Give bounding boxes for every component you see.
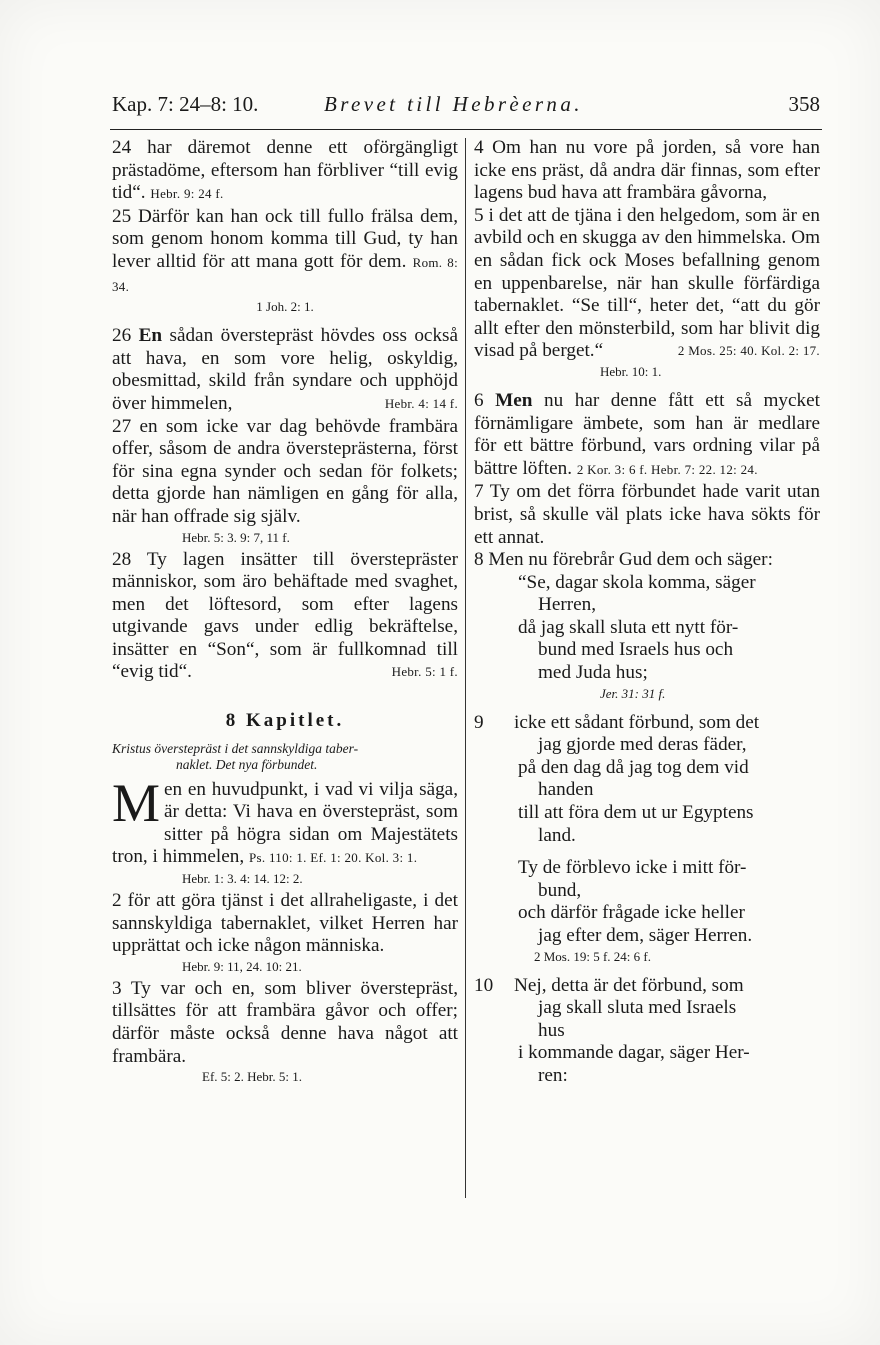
quote-line: då jag skall sluta ett nytt för- bbox=[518, 616, 739, 638]
cross-reference: Hebr. 5: 3. 9: 7, 11 f. bbox=[182, 529, 290, 545]
drop-cap: M bbox=[112, 772, 161, 833]
verse-8-8: 8 Men nu förebrår Gud dem och säger: bbox=[474, 549, 773, 571]
cross-reference: 2 Kor. 3: 6 f. Hebr. 7: 22. 12: 24. bbox=[576, 461, 758, 477]
cross-reference: Ef. 5: 2. Hebr. 5: 1. bbox=[202, 1069, 303, 1085]
cross-reference: 2 Mos. 19: 5 f. 24: 6 f. bbox=[534, 948, 651, 964]
left-column bbox=[112, 137, 458, 1088]
verse-8-6: 6 Men nu har denne fått ett så mycket förnämligare ämbete, som han är medlare för ett bättre förbund, vars ordning vilar på bättre löften. 2 Kor. 3: 6 f. Hebr. 7: 22. 12: 24. bbox=[474, 389, 820, 479]
verse-7-26: 26 En sådan överstepräst hövdes oss också att hava, en som vore helig, oskyldig, obesmittad, skild från syndare och upphöjd över himmelen, Hebr. 4: 14 f. bbox=[112, 325, 459, 414]
verse-7-28: 28 Ty lagen insätter till överstepräster människor, som äro behäftade med svaghet, men det löftesord, som efter lagens utgivande gavs under edlig bekräftelse, insätter en “Son“, som är fullkomnad till “evig tid“. Hebr. 5: 1 f. bbox=[112, 548, 458, 683]
cross-reference: Rom. 8: 34. bbox=[112, 254, 459, 294]
chapter-range: Kap. 7: 24–8: 10. bbox=[112, 92, 259, 116]
quote-line: “Se, dagar skola komma, säger bbox=[518, 571, 756, 593]
verse-7-24: 24 har däremot denne ett oförgängligt prästadöme, eftersom han förbliver “till evig tid“. Hebr. 9: 24 f. bbox=[112, 137, 458, 204]
verse-8-5: 5 i det att de tjäna i den helgedom, som är en avbild och en skugga av den himmelska. Om en sådan fick ock Moses befallning genom en uppenbarelse, när han skulle förfärdiga tabernaklet. “Se till“, heter det, “att du gör allt efter den mönsterbild, som har blivit dig visad på berget.“ 2 Mos. 25: 40. Kol. 2: 17. bbox=[474, 204, 820, 362]
quote-line: till att föra dem ut ur Egyptens bbox=[518, 802, 754, 824]
quote-line: hus bbox=[538, 1019, 565, 1041]
quote-line: och därför frågade icke heller bbox=[518, 902, 745, 924]
quote-line: bund med Israels hus och bbox=[538, 639, 734, 661]
verse-7-25: 25 Därför kan han ock till fullo frälsa dem, som genom honom komma till Gud, ty han lever alltid för att mana gott för dem. Rom. 8: 34. bbox=[112, 205, 459, 294]
cross-reference: Hebr. 10: 1. bbox=[600, 363, 662, 379]
cross-reference: Hebr. 5: 1 f. bbox=[391, 664, 458, 680]
quote-line: land. bbox=[538, 824, 576, 846]
quote-line: Herren, bbox=[538, 594, 597, 616]
running-header bbox=[112, 92, 820, 126]
verse-8-4: 4 Om han nu vore på jorden, så vore han icke ens präst, då andra där finnas, som efter lagens bud hava att frambära gåvorna, bbox=[474, 137, 820, 204]
chapter-heading: 8 Kapitlet. bbox=[225, 710, 345, 732]
quote-line: jag efter dem, säger Herren. bbox=[538, 925, 753, 946]
quote-line: ren: bbox=[538, 1064, 568, 1086]
verse-7-27: 27 en som icke var dag behövde frambära offer, såsom de andra översteprästerna, först för sina egna synder och sedan för folkets; detta gjorde han nämligen en gång för alla, när han offrade sig själv. bbox=[112, 415, 458, 527]
cross-reference: 1 Joh. 2: 1. bbox=[256, 299, 314, 315]
cross-reference: Ps. 110: 1. Ef. 1: 20. Kol. 3: 1. bbox=[248, 850, 418, 866]
verse-8-2: 2 för att göra tjänst i det allraheligaste, i det sannskyldiga tabernaklet, vilket Herren har upprättat och icke någon människa. bbox=[112, 890, 458, 957]
verse-8-1: Men en huvudpunkt, i vad vi vilja säga, är detta: Vi hava en överstepräst, som sitter på högra sidan om Majestätets tron, i himmelen, Ps. 110: 1. Ef. 1: 20. Kol. 3: 1. bbox=[112, 772, 458, 868]
column-divider bbox=[465, 138, 466, 1198]
verse-8-3: 3 Ty var och en, som bliver överstepräst, tillsättes för att frambära gåvor och offer; därför måste också denne hava något att frambära. bbox=[112, 977, 458, 1067]
cross-reference: Hebr. 9: 24 f. bbox=[150, 186, 224, 202]
quote-line: på den dag då jag tog dem vid bbox=[518, 756, 749, 778]
cross-reference: Hebr. 4: 14 f. bbox=[384, 395, 458, 411]
quote-line: 9 icke ett sådant förbund, som det bbox=[474, 711, 760, 733]
quotation-block bbox=[474, 572, 820, 1088]
cross-reference: Hebr. 1: 3. 4: 14. 12: 2. bbox=[182, 871, 303, 887]
cross-reference: Jer. 31: 31 f. bbox=[600, 685, 666, 701]
verse-8-7: 7 Ty om det förra förbundet hade varit utan brist, så skulle väl plats icke hava sökts för ett annat. bbox=[474, 481, 820, 548]
quote-line: jag gjorde med deras fäder, bbox=[538, 734, 747, 756]
book-title: Brevet till Hebrèerna. bbox=[324, 92, 583, 116]
quote-line: 10 Nej, detta är det förbund, som bbox=[474, 974, 744, 996]
header-rule bbox=[110, 129, 822, 130]
chapter-summary: Kristus överstepräst i det sannskyldiga taber- naklet. Det nya förbundet. bbox=[112, 740, 359, 772]
page-number: 358 bbox=[788, 92, 820, 116]
quote-line: bund, bbox=[538, 879, 582, 901]
quote-line: i kommande dagar, säger Her- bbox=[518, 1042, 750, 1064]
right-column bbox=[474, 137, 820, 1088]
quote-line: handen bbox=[538, 779, 594, 801]
quote-line: jag skall sluta med Israels bbox=[538, 997, 737, 1019]
cross-reference: Hebr. 9: 11, 24. 10: 21. bbox=[182, 958, 302, 974]
quote-line: med Juda hus; bbox=[538, 662, 648, 684]
quote-line: Ty de förblevo icke i mitt för- bbox=[518, 857, 747, 879]
cross-reference: 2 Mos. 25: 40. Kol. 2: 17. bbox=[677, 343, 820, 359]
